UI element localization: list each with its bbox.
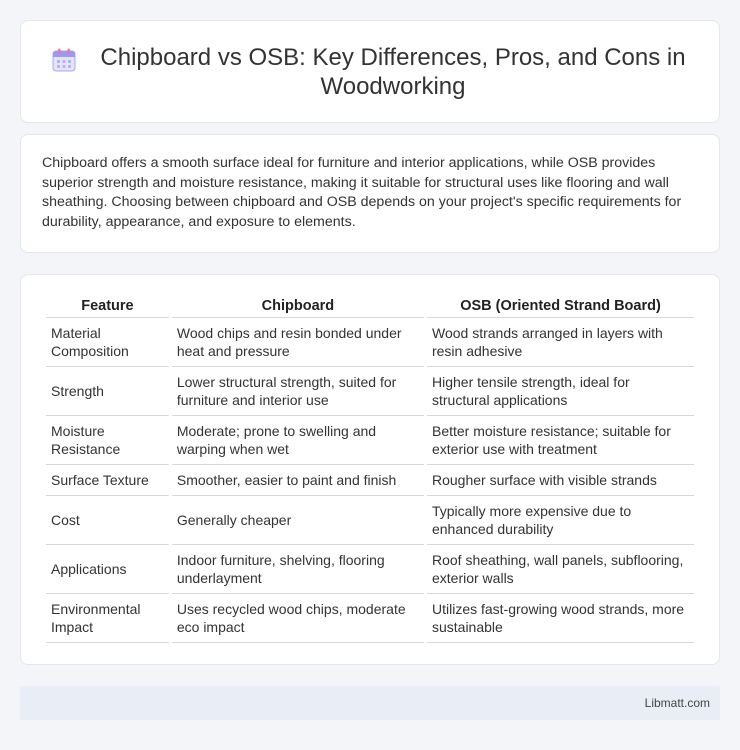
chipboard-cell: Generally cheaper bbox=[172, 496, 424, 545]
header-card bbox=[20, 20, 720, 123]
osb-cell: Utilizes fast-growing wood strands, more sustainable bbox=[427, 594, 694, 643]
page-title: Chipboard vs OSB: Key Differences, Pros, and Cons in Woodworking bbox=[100, 43, 686, 100]
table-row bbox=[46, 465, 694, 496]
feature-cell: Strength bbox=[46, 367, 169, 416]
calendar-icon bbox=[51, 47, 77, 73]
header-chipboard: Chipboard bbox=[172, 293, 424, 318]
osb-cell: Rougher surface with visible strands bbox=[427, 465, 694, 496]
osb-cell: Roof sheathing, wall panels, subflooring, exterior walls bbox=[427, 545, 694, 594]
chipboard-cell: Indoor furniture, shelving, flooring underlayment bbox=[172, 545, 424, 594]
table-header-row bbox=[46, 293, 694, 318]
table-row bbox=[46, 318, 694, 367]
header-feature: Feature bbox=[46, 293, 169, 318]
footer-site-link[interactable]: Libmatt.com bbox=[644, 696, 710, 710]
header-osb: OSB (Oriented Strand Board) bbox=[427, 293, 694, 318]
chipboard-cell: Moderate; prone to swelling and warping when wet bbox=[172, 416, 424, 465]
feature-cell: Moisture Resistance bbox=[46, 416, 169, 465]
intro-paragraph: Chipboard offers a smooth surface ideal for furniture and interior applications, while OSB provides superior strength and moisture resistance, making it suitable for structural uses like flooring and wall sheathing. Choosing between chipboard and OSB depends on your project's specific requirements for durability, appearance, and exposure to elements. bbox=[42, 155, 682, 230]
osb-cell: Better moisture resistance; suitable for exterior use with treatment bbox=[427, 416, 694, 465]
feature-cell: Material Composition bbox=[46, 318, 169, 367]
table-row bbox=[46, 545, 694, 594]
comparison-table bbox=[43, 293, 697, 643]
footer-bar bbox=[20, 686, 720, 720]
title-wrap bbox=[51, 43, 689, 101]
feature-cell: Cost bbox=[46, 496, 169, 545]
osb-cell: Typically more expensive due to enhanced durability bbox=[427, 496, 694, 545]
intro-card bbox=[20, 134, 720, 253]
comparison-table-card bbox=[20, 274, 720, 665]
table-row bbox=[46, 367, 694, 416]
table-row bbox=[46, 416, 694, 465]
chipboard-cell: Smoother, easier to paint and finish bbox=[172, 465, 424, 496]
osb-cell: Wood strands arranged in layers with resin adhesive bbox=[427, 318, 694, 367]
osb-cell: Higher tensile strength, ideal for structural applications bbox=[427, 367, 694, 416]
feature-cell: Surface Texture bbox=[46, 465, 169, 496]
feature-cell: Applications bbox=[46, 545, 169, 594]
table-row bbox=[46, 496, 694, 545]
feature-cell: Environmental Impact bbox=[46, 594, 169, 643]
table-row bbox=[46, 594, 694, 643]
chipboard-cell: Wood chips and resin bonded under heat and pressure bbox=[172, 318, 424, 367]
chipboard-cell: Uses recycled wood chips, moderate eco impact bbox=[172, 594, 424, 643]
chipboard-cell: Lower structural strength, suited for furniture and interior use bbox=[172, 367, 424, 416]
